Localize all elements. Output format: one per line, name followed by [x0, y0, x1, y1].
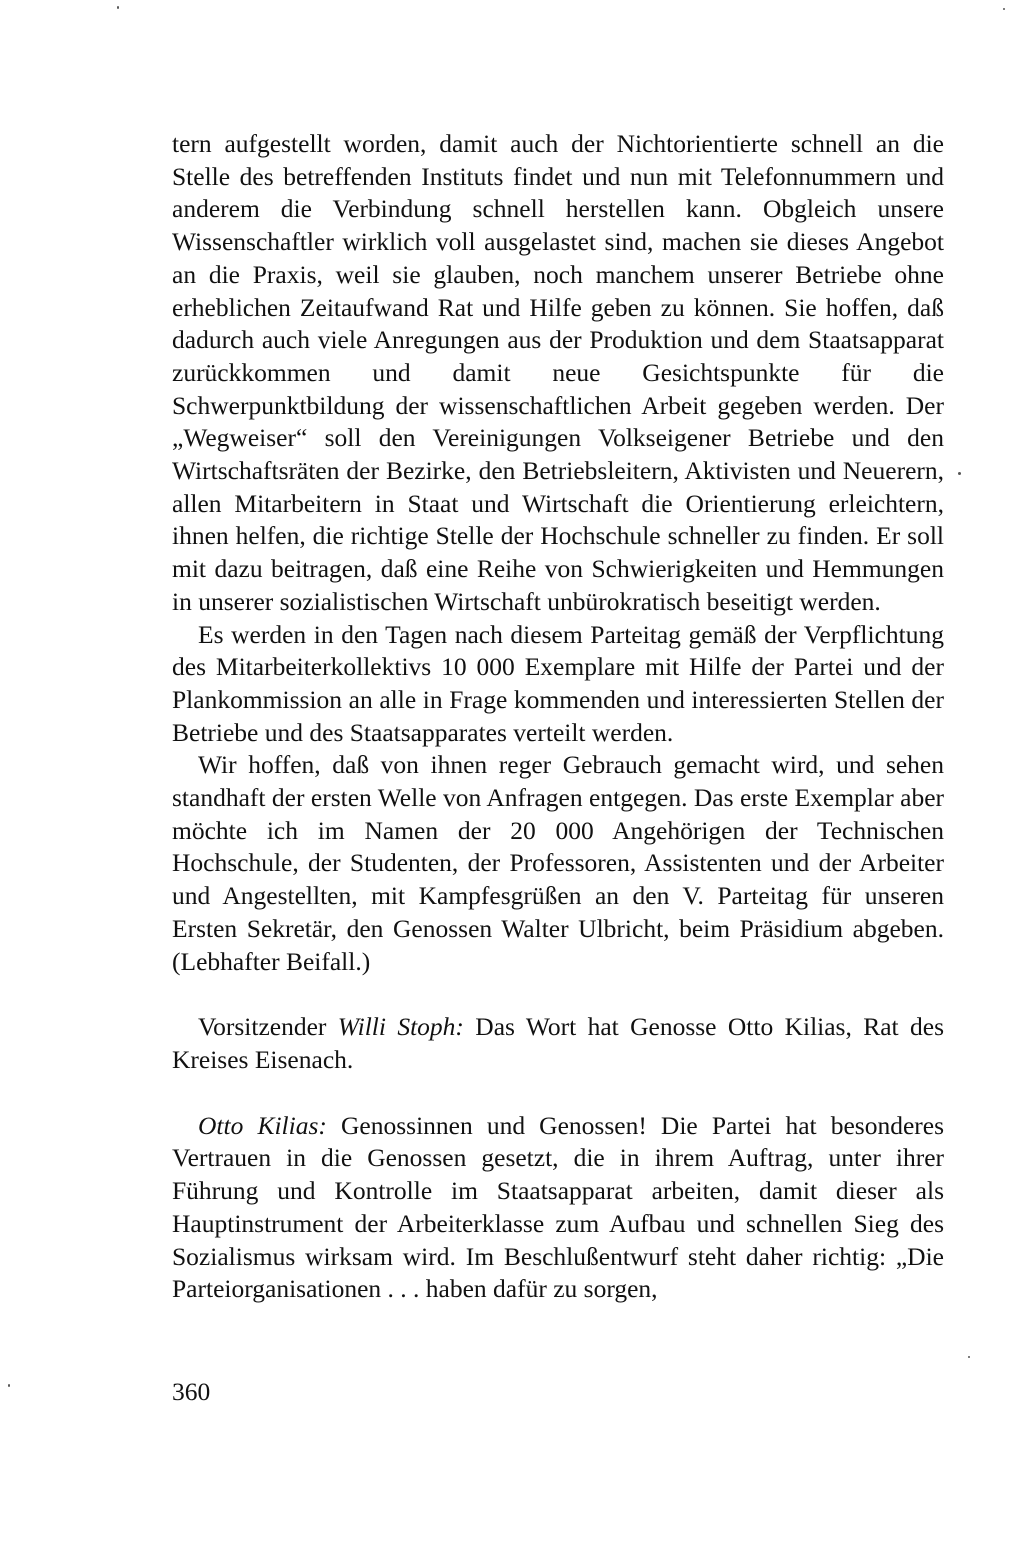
- page-number: 360: [172, 1377, 211, 1406]
- scan-speck: [958, 472, 961, 475]
- body-text: [172, 128, 944, 1306]
- paragraph-5-text: Genossinnen und Genossen! Die Partei hat besonderes Vertrauen in die Genossen gesetzt, die in ihrem Auftrag, unter ihrer Führung und Kontrolle im Staatsapparat arbeiten, damit dieser als Hauptinstrument der Arbeiterklasse zum Aufbau und schnellen Sieg des Sozialismus wirksam wird. Im Beschlußentwurf steht daher richtig: „Die Parteiorganisationen . . . haben dafür zu sorgen,: [172, 1110, 944, 1304]
- paragraph-1: [172, 128, 944, 619]
- paragraph-2-text: Es werden in den Tagen nach diesem Parteitag gemäß der Verpflichtung des Mitarbeiterkollektivs 10 000 Exemplare mit Hilfe der Partei und der Plankommission an alle in Frage kommenden und interessierten Stellen der Betriebe und des Staatsapparates verteilt werden.: [172, 619, 944, 747]
- paragraph-4-text: Das Wort hat Genosse Otto Kilias, Rat des Kreises Eisenach.: [172, 1012, 944, 1074]
- speaker-name-kilias: Otto Kilias:: [198, 1110, 327, 1140]
- paragraph-1-text: tern aufgestellt worden, damit auch der Nichtorientierte schnell an die Stelle des betreffenden Instituts findet und nun mit Telefonnummern und anderem die Verbindung schnell herstellen kann. Obgleich unsere Wissenschaftler wirklich voll ausgelastet sind, machen sie dieses Angebot an die Praxis, weil sie glauben, noch manchem unserer Betriebe ohne erheblichen Zeitaufwand Rat und Hilfe geben zu können. Sie hoffen, daß dadurch auch viele Anregungen aus der Produktion und dem Staatsapparat zurückkommen und damit neue Gesichtspunkte für die Schwerpunktbildung der wissenschaftlichen Arbeit gegeben werden. Der „Wegweiser“ soll den Vereinigungen Volkseigener Betriebe und den Wirtschaftsräten der Bezirke, den Betriebsleitern, Aktivisten und Neuerern, allen Mitarbeitern in Staat und Wirtschaft die Orientierung erleichtern, ihnen helfen, die richtige Stelle der Hochschule schneller zu finden. Er soll mit dazu beitragen, daß eine Reihe von Schwierigkeiten und Hemmungen in unserer sozialistischen Wirtschaft unbürokratisch beseitigt werden.: [172, 129, 944, 616]
- scan-speck: [1003, 8, 1005, 10]
- paragraph-2: [172, 619, 944, 750]
- paragraph-4: [172, 1011, 944, 1076]
- scan-speck: [8, 1384, 10, 1387]
- paragraph-4-prefix: Vorsitzender: [198, 1012, 338, 1042]
- paragraph-3-text: Wir hoffen, daß von ihnen reger Gebrauch gemacht wird, und sehen standhaft der ersten Welle von Anfragen entgegen. Das erste Exemplar aber möchte ich im Namen der 20 000 Angehörigen der Technischen Hochschule, der Studenten, der Professoren, Assistenten und der Arbeiter und Angestellten, mit Kampfesgrüßen an den V. Parteitag für unseren Ersten Sekretär, den Genossen Walter Ulbricht, beim Präsidium abgeben. (Lebhafter Beifall.): [172, 750, 944, 976]
- paragraph-5: [172, 1110, 944, 1306]
- scan-speck: [968, 1356, 970, 1358]
- scan-speck: [117, 6, 119, 9]
- speaker-name-stoph: Willi Stoph:: [337, 1012, 464, 1042]
- paragraph-3: [172, 749, 944, 978]
